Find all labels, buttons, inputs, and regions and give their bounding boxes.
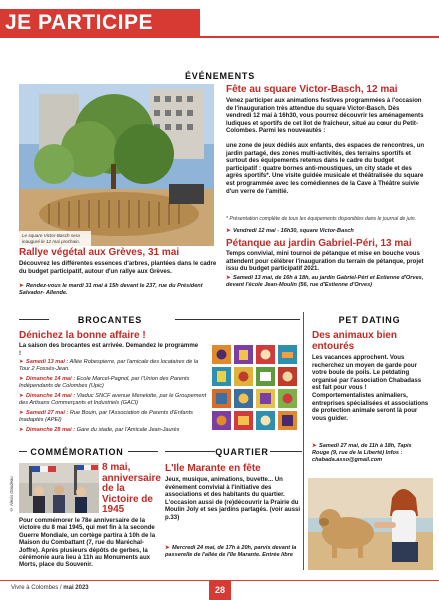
- brocantes-rule-right: [175, 319, 300, 320]
- square-photo-image: [19, 84, 214, 246]
- fete-body: une zone de jeux dédiés aux enfants, des espaces de rencontres, un jardin partagé, des zones multi-activités, des terrains sportifs et surtout des équipements retenus dans le cadre du budget participatif : quatre bornes anti-moustiques, un city stade et des agrès sportifs*. Une visite guidée musicale et théâtralisée du square est programmée avec les comédiennes de la Cave à Théâtre suivie d'un verre de l'amitié.: [226, 142, 425, 195]
- location-pin-icon: ➤: [19, 427, 24, 433]
- brocantes-list: [19, 359, 209, 434]
- location-pin-icon: ➤: [226, 228, 231, 234]
- location-pin-icon: ➤: [19, 410, 24, 416]
- rallye-title: Rallye végétal aux Grèves, 31 mai: [19, 247, 180, 258]
- page-title: JE PARTICIPE: [5, 11, 153, 34]
- brocantes-intro: La saison des brocantes est arrivée. Demandez le programme !: [19, 342, 199, 357]
- location-pin-icon: ➤: [165, 545, 170, 551]
- location-pin-icon: ➤: [226, 275, 231, 281]
- rallye-info-text: Rendez-vous le mardi 31 mai à 15h devant le 237, rue du Président Salvador- Allende.: [19, 283, 203, 296]
- petanque-body: Temps convivial, mini tournoi de pétanque et mise en bouche vous attendent pour célébrer l'inauguration du terrain de pétanque, projet issu du budget participatif 2021.: [226, 250, 424, 273]
- pet-dating-photo: [308, 478, 433, 570]
- footer-magazine: Vivre à Colombes / mai 2023: [11, 585, 89, 591]
- commemoration-rule-left: [19, 451, 27, 452]
- page-number: 28: [209, 580, 231, 600]
- section-title-brocantes: BROCANTES: [77, 315, 143, 325]
- petanque-info: [226, 275, 428, 289]
- quartier-body: Jeux, musique, animations, buvette... Un événement convivial à l'initiative des associations et des habitants du quartier. L'occasion aussi de (re)découvrir la Prairie du Moulin Joly et ses jardins partagés. (voir aussi p.33): [165, 476, 301, 521]
- fete-note: * Présentation complète de tous les équipements disponibles dans le journal de juin.: [226, 216, 417, 222]
- banner-underline: [0, 36, 439, 38]
- petanque-info-text: Samedi 13 mai, de 16h à 18h, au jardin Gabriel-Péri et Estienne d'Orves, devant l'école Jean-Moulin (56, rue d'Estienne d'Orves): [226, 275, 424, 288]
- quartier-info-text: Mercredi 24 mai, de 17h à 20h, parvis devant la passerelle de l'allée de l'Ile Marante. Entrée libre: [165, 545, 297, 558]
- pet-dating-info: [312, 443, 429, 463]
- brocante-objects-illustration: [212, 345, 298, 433]
- commemoration-photo-credit: © Alexis Goudeau: [9, 476, 14, 512]
- section-title-evenements: ÉVÉNEMENTS: [184, 71, 255, 81]
- square-photo-caption: Le square Victor-Basch sera inauguré le 12 mai prochain.: [19, 231, 91, 246]
- brocante-item: ➤ Samedi 13 mai : Allée Robespierre, par l'amicale des locataires de la Tour 2 Fossés-Jean.: [19, 359, 199, 372]
- pet-dating-title: Des animaux bien entourés: [312, 330, 398, 352]
- page-banner: [0, 0, 439, 40]
- brocante-illustration: [212, 345, 298, 433]
- commemoration-rule-right: [128, 451, 158, 452]
- location-pin-icon: ➤: [19, 359, 24, 365]
- brocantes-title: Dénichez la bonne affaire !: [19, 330, 146, 341]
- quartier-rule-left: [165, 451, 215, 452]
- fete-info-text: Vendredi 12 mai - 16h30, square Victor-Basch: [233, 228, 354, 234]
- location-pin-icon: ➤: [19, 393, 24, 399]
- location-pin-icon: ➤: [312, 443, 317, 449]
- commemoration-photo-image: [19, 463, 99, 513]
- quartier-title: L'Ile Marante en fête: [165, 463, 261, 474]
- column-divider: [303, 312, 304, 570]
- brocante-item: ➤ Samedi 27 mai : Rue Bouin, par l'Association de Parents d'Enfants Inadaptés (APEI): [19, 410, 193, 423]
- location-pin-icon: ➤: [19, 376, 24, 382]
- pet-dating-body: Les vacances approchent. Vous recherchez un moyen de garde pour votre boule de poils. Le petdating organisé par l'association Chabadass est fait pour vous ! Comportementalistes animaliers, entreprises spécialisées et associations de protection animale seront là pour vous guider.: [312, 354, 429, 422]
- petanque-title: Pétanque au jardin Gabriel-Péri, 13 mai: [226, 238, 412, 249]
- quartier-rule-right: [270, 451, 302, 452]
- rallye-info: [19, 283, 219, 297]
- section-title-pet-dating: PET DATING: [338, 315, 401, 325]
- location-pin-icon: ➤: [19, 283, 24, 289]
- commemoration-body: Pour commémorer le 78e anniversaire de la victoire du 8 mai 1945, qui met fin à la seconde Guerre Mondiale, un cortège partira à 10h de la Maison du Combattant (7, rue du Maréchal-Joffre). Après plusieurs dépôts de gerbes, la cérémonie aura lieu à 11h au Monuments aux Morts, place du Souvenir.: [19, 517, 156, 569]
- fete-title: Fête au square Victor-Basch, 12 mai: [226, 84, 398, 95]
- brocante-item: ➤ Dimanche 28 mai : Gare du stade, par l'Amicale Jean-Jaurès: [19, 427, 180, 433]
- rallye-body: Découvrez les différentes essences d'arbres, plantées dans le cadre du budget participatif, autour d'un rallye aux Grèves.: [19, 260, 217, 275]
- section-title-commemoration: COMMÉMORATION: [30, 447, 124, 457]
- commemoration-photo: [19, 463, 99, 513]
- quartier-info: [165, 545, 300, 559]
- fete-info: [226, 228, 428, 235]
- commemoration-title: 8 mai, anniversaire de la Victoire de 1945: [102, 462, 161, 515]
- brocante-item: ➤ Dimanche 14 mai : Ecole Marcel-Pagnol, par l'Union des Parents Indépendants de Colombes (Upic): [19, 376, 190, 389]
- pet-dating-info-text: Samedi 27 mai, de 11h à 18h, Tapis Rouge (9, rue de la Liberté) Infos : chabada.asso@gmail.com: [312, 443, 412, 463]
- woman-with-dog-photo: [308, 478, 433, 570]
- section-title-quartier: QUARTIER: [215, 447, 269, 457]
- square-photo: [19, 84, 214, 246]
- footer-issue: mai 2023: [63, 585, 89, 591]
- fete-body-bold: Venez participer aux animations festives programmées à l'occasion de l'inauguration très attendue du square Victor-Basch. Dès vendredi 12 mai à 16h30, vous pourrez découvrir les aménagements ludiques et sportifs de cet îlot de fraîcheur, situé au cœur du Petit-Colombes. Parmi les nouveautés :: [226, 97, 424, 135]
- footer-magazine-name: Vivre à Colombes: [11, 585, 59, 591]
- brocante-item: ➤ Dimanche 14 mai : Viaduc SNCF avenue Menelotte, par le Groupement des Artisans Commerçants et Industriels (GACI): [19, 393, 207, 406]
